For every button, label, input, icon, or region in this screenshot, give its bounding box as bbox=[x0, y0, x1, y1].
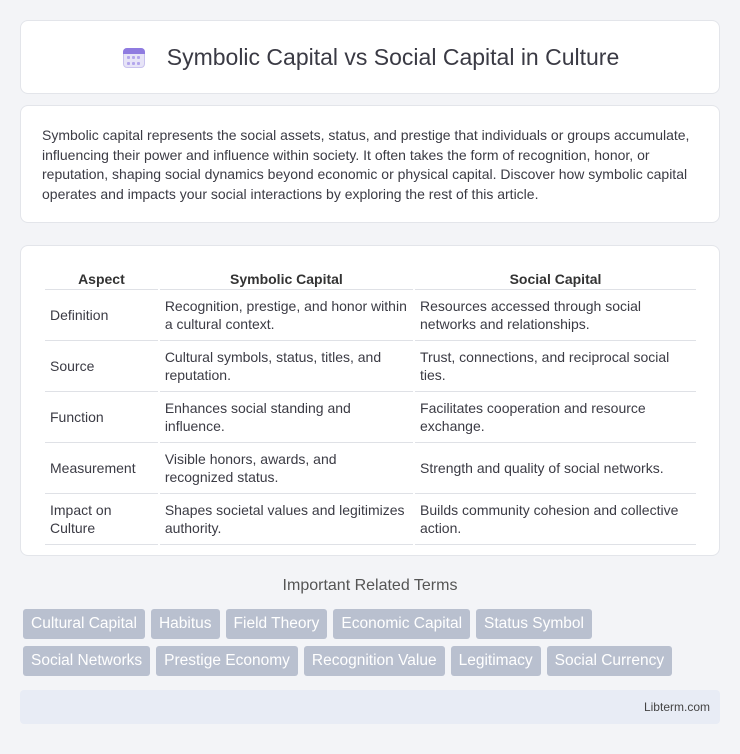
table-cell: Impact on Culture bbox=[45, 494, 158, 545]
tag-field-theory[interactable]: Field Theory bbox=[226, 609, 328, 639]
column-header-aspect: Aspect bbox=[45, 266, 158, 290]
table-row bbox=[45, 443, 696, 494]
intro-card bbox=[20, 105, 720, 223]
tag-social-currency[interactable]: Social Currency bbox=[547, 646, 672, 676]
table-row bbox=[45, 341, 696, 392]
footer bbox=[20, 690, 720, 724]
tag-recognition-value[interactable]: Recognition Value bbox=[304, 646, 445, 676]
column-header-social: Social Capital bbox=[415, 266, 696, 290]
comparison-table bbox=[43, 266, 698, 545]
title-card bbox=[20, 20, 720, 94]
column-header-symbolic: Symbolic Capital bbox=[160, 266, 413, 290]
table-cell: Recognition, prestige, and honor within a cultural context. bbox=[160, 290, 413, 341]
table-cell: Definition bbox=[45, 290, 158, 341]
table-cell: Measurement bbox=[45, 443, 158, 494]
table-row bbox=[45, 392, 696, 443]
tag-prestige-economy[interactable]: Prestige Economy bbox=[156, 646, 298, 676]
table-row bbox=[45, 290, 696, 341]
table-header-row bbox=[45, 266, 696, 290]
tag-row bbox=[23, 646, 723, 676]
tag-habitus[interactable]: Habitus bbox=[151, 609, 220, 639]
page-title: Symbolic Capital vs Social Capital in Culture bbox=[166, 43, 620, 70]
tag-economic-capital[interactable]: Economic Capital bbox=[333, 609, 470, 639]
table-cell: Facilitates cooperation and resource exchange. bbox=[415, 392, 696, 443]
table-row bbox=[45, 494, 696, 545]
tag-legitimacy[interactable]: Legitimacy bbox=[451, 646, 541, 676]
table-cell: Cultural symbols, status, titles, and reputation. bbox=[160, 341, 413, 392]
title-row bbox=[121, 44, 620, 71]
related-terms-heading: Important Related Terms bbox=[282, 577, 458, 594]
intro-paragraph: Symbolic capital represents the social assets, status, and prestige that individuals or groups accumulate, influencing their power and influence within society. It often takes the form of recognition, honor, or reputation, shaping social dynamics beyond economic or physical capital. Discover how symbolic capital operates and impacts your social interactions by exploring the rest of this article. bbox=[42, 127, 690, 202]
tag-status-symbol[interactable]: Status Symbol bbox=[476, 609, 592, 639]
table-cell: Visible honors, awards, and recognized status. bbox=[160, 443, 413, 494]
calendar-icon bbox=[121, 44, 147, 70]
tag-social-networks[interactable]: Social Networks bbox=[23, 646, 150, 676]
table-cell: Source bbox=[45, 341, 158, 392]
table-cell: Trust, connections, and reciprocal social ties. bbox=[415, 341, 696, 392]
table-cell: Strength and quality of social networks. bbox=[415, 443, 696, 494]
tag-row bbox=[23, 609, 723, 639]
comparison-card bbox=[20, 245, 720, 556]
related-terms-list bbox=[23, 609, 723, 683]
table-cell: Resources accessed through social networks and relationships. bbox=[415, 290, 696, 341]
table-cell: Builds community cohesion and collective action. bbox=[415, 494, 696, 545]
footer-site-link[interactable]: Libterm.com bbox=[643, 700, 710, 714]
table-cell: Function bbox=[45, 392, 158, 443]
table-cell: Shapes societal values and legitimizes authority. bbox=[160, 494, 413, 545]
tag-cultural-capital[interactable]: Cultural Capital bbox=[23, 609, 145, 639]
table-cell: Enhances social standing and influence. bbox=[160, 392, 413, 443]
